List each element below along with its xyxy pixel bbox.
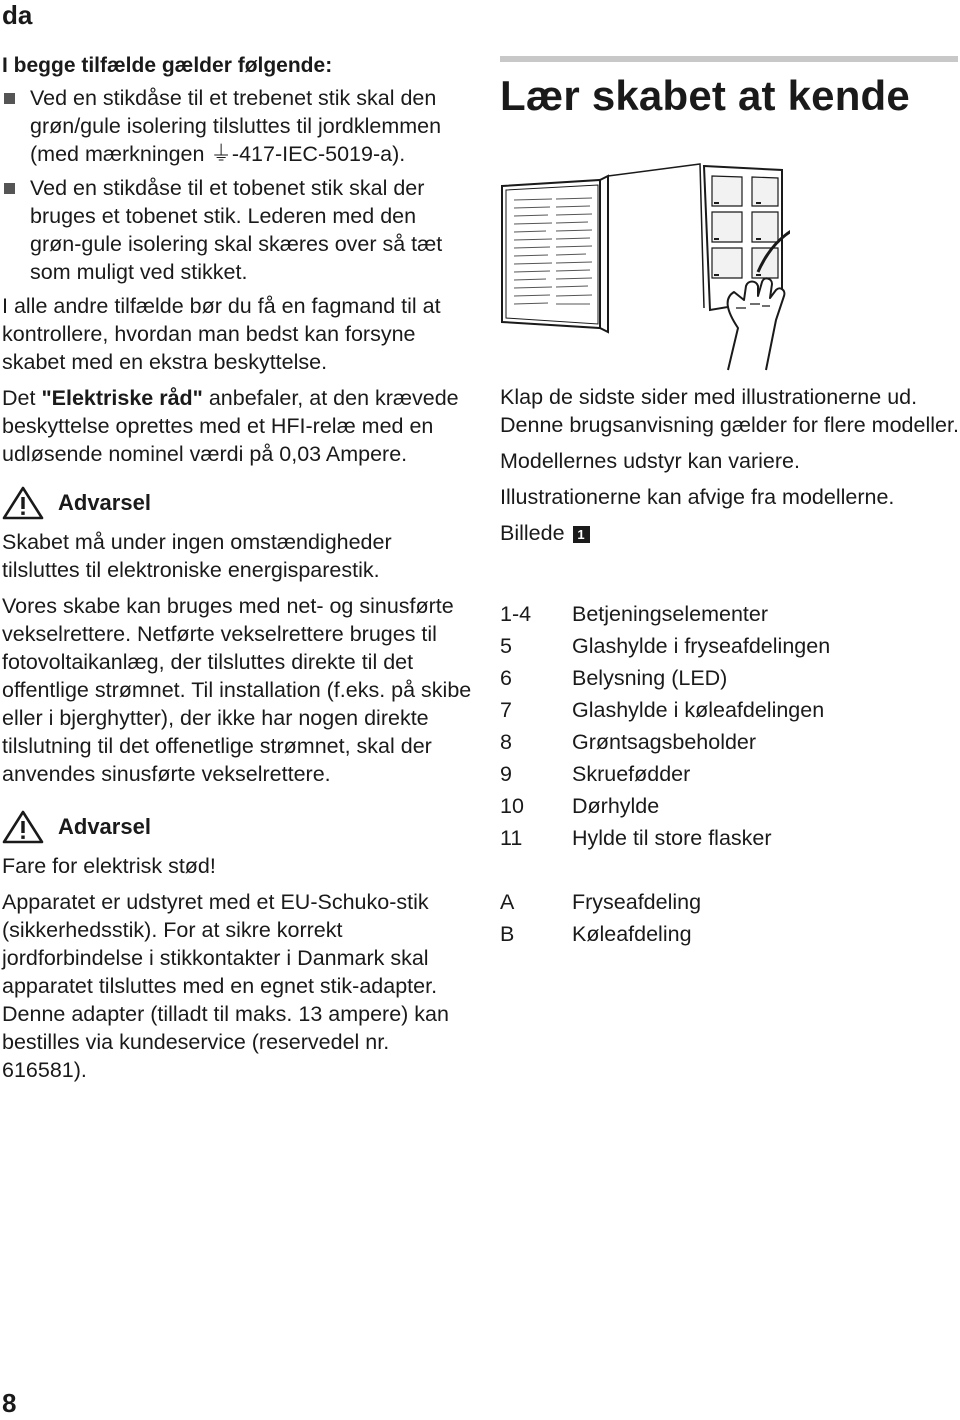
- warning-heading: [2, 810, 472, 844]
- table-row: [500, 726, 830, 758]
- table-row: [500, 630, 830, 662]
- part-label: Betjeningselementer: [572, 602, 769, 626]
- parts-legend: [500, 598, 830, 950]
- language-code: da: [2, 0, 33, 30]
- part-key: 9: [500, 762, 512, 786]
- part-label: Grøntsagsbeholder: [572, 730, 757, 754]
- table-row: [500, 918, 830, 950]
- part-label: Hylde til store flasker: [572, 826, 772, 850]
- paragraph: Modellernes udstyr kan variere.: [500, 449, 800, 473]
- paragraph: I alle andre tilfælde bør du få en fagmand til at kontrollere, hvordan man bedst kan forsyne skabet med en ekstra beskyttelse.: [2, 294, 441, 374]
- zone-label: Fryseafdeling: [572, 890, 702, 914]
- zone-label: Køleafdeling: [572, 922, 692, 946]
- part-key: 10: [500, 794, 524, 818]
- table-row: [500, 662, 830, 694]
- part-key: 7: [500, 698, 512, 722]
- figure-ref-label: Billede: [500, 521, 565, 545]
- paragraph: Illustrationerne kan afvige fra modellerne.: [500, 485, 895, 509]
- warning-triangle-icon: [2, 486, 44, 520]
- bullet-list: [2, 84, 472, 286]
- table-row: [500, 886, 830, 918]
- paragraph-emphasis: "Elektriske råd": [41, 386, 203, 410]
- section-heading: I begge tilfælde gælder følgende:: [2, 54, 333, 77]
- paragraph: Skabet må under ingen omstændigheder tilsluttes til elektroniske energisparestik.: [2, 530, 392, 582]
- warning-label: Advarsel: [58, 814, 151, 839]
- paragraph: Vores skabe kan bruges med net- og sinusførte vekselrettere. Netførte vekselrettere bruges til fotovoltaikanlæg, der tilsluttes direkte til det offentlige strømnet. Til installation (f.eks. på skibe eller i bjerghytter), der ikke har nogen direkte tilslutning til det offenetlige strømnet, skal der anvendes sinusførte vekselrettere.: [2, 594, 472, 786]
- paragraph: [2, 384, 472, 468]
- paragraph: Apparatet er udstyret med et EU-Schuko-stik (sikkerhedsstik). For at sikre korrekt jordforbindelse i stikkontakter i Danmark skal apparatet tilsluttes med en egnet stik-adapter. Denne adapter (tilladt til maks. 13 ampere) kan bestilles via kundeservice (reservedel nr. 616581).: [2, 890, 449, 1082]
- paragraph: Klap de sidste sider med illustrationerne ud. Denne brugsanvisning gælder for flere modeller.: [500, 385, 959, 437]
- bullet-text: Ved en stikdåse til et tobenet stik skal der bruges et tobenet stik. Lederen med den grøn-gule isolering skal skæres over så tæt som muligt ved stikket.: [30, 176, 443, 284]
- part-label: Dørhylde: [572, 794, 660, 818]
- paragraph-suffix: anbefaler, at den krævede beskyttelse oprettes med et HFI-relæ med en udløsende nominel værdi på 0,03 Ampere.: [2, 386, 459, 466]
- part-key: 6: [500, 666, 512, 690]
- warning-label: Advarsel: [58, 490, 151, 515]
- part-key: 11: [500, 826, 523, 850]
- bullet-text: Ved en stikdåse til et trebenet stik skal den grøn/gule isolering tilsluttes til jordklemmen (med mærkningen ⏚-417-IEC-5019-a).: [30, 86, 442, 166]
- table-row: [500, 598, 830, 630]
- list-item: [2, 84, 472, 168]
- table-spacer: [500, 854, 830, 886]
- figure-number-badge: 1: [573, 526, 590, 543]
- paragraph: Fare for elektrisk stød!: [2, 854, 216, 878]
- part-label: Skruefødder: [572, 762, 691, 786]
- table-row: [500, 758, 830, 790]
- figure-reference: [500, 519, 960, 547]
- warning-triangle-icon: [2, 810, 44, 844]
- zone-key: A: [500, 890, 515, 914]
- page-title: Lær skabet at kende: [500, 72, 910, 119]
- section-rule: [500, 56, 958, 62]
- list-item: [2, 174, 472, 286]
- intro-text: [500, 383, 960, 547]
- zone-key: B: [500, 922, 515, 946]
- part-key: 5: [500, 634, 512, 658]
- part-label: Glashylde i køleafdelingen: [572, 698, 825, 722]
- left-column: [2, 50, 472, 1084]
- warning-heading: [2, 486, 472, 520]
- bullet-square-icon: [4, 183, 15, 194]
- part-key: 8: [500, 730, 512, 754]
- part-label: Glashylde i fryseafdelingen: [572, 634, 831, 658]
- manual-foldout-illustration: [500, 160, 790, 375]
- page-number: 8: [2, 1388, 17, 1418]
- table-row: [500, 822, 830, 854]
- part-label: Belysning (LED): [572, 666, 728, 690]
- paragraph-prefix: Det: [2, 386, 42, 410]
- table-row: [500, 694, 830, 726]
- table-row: [500, 790, 830, 822]
- bullet-square-icon: [4, 93, 15, 104]
- part-key: 1-4: [500, 602, 532, 626]
